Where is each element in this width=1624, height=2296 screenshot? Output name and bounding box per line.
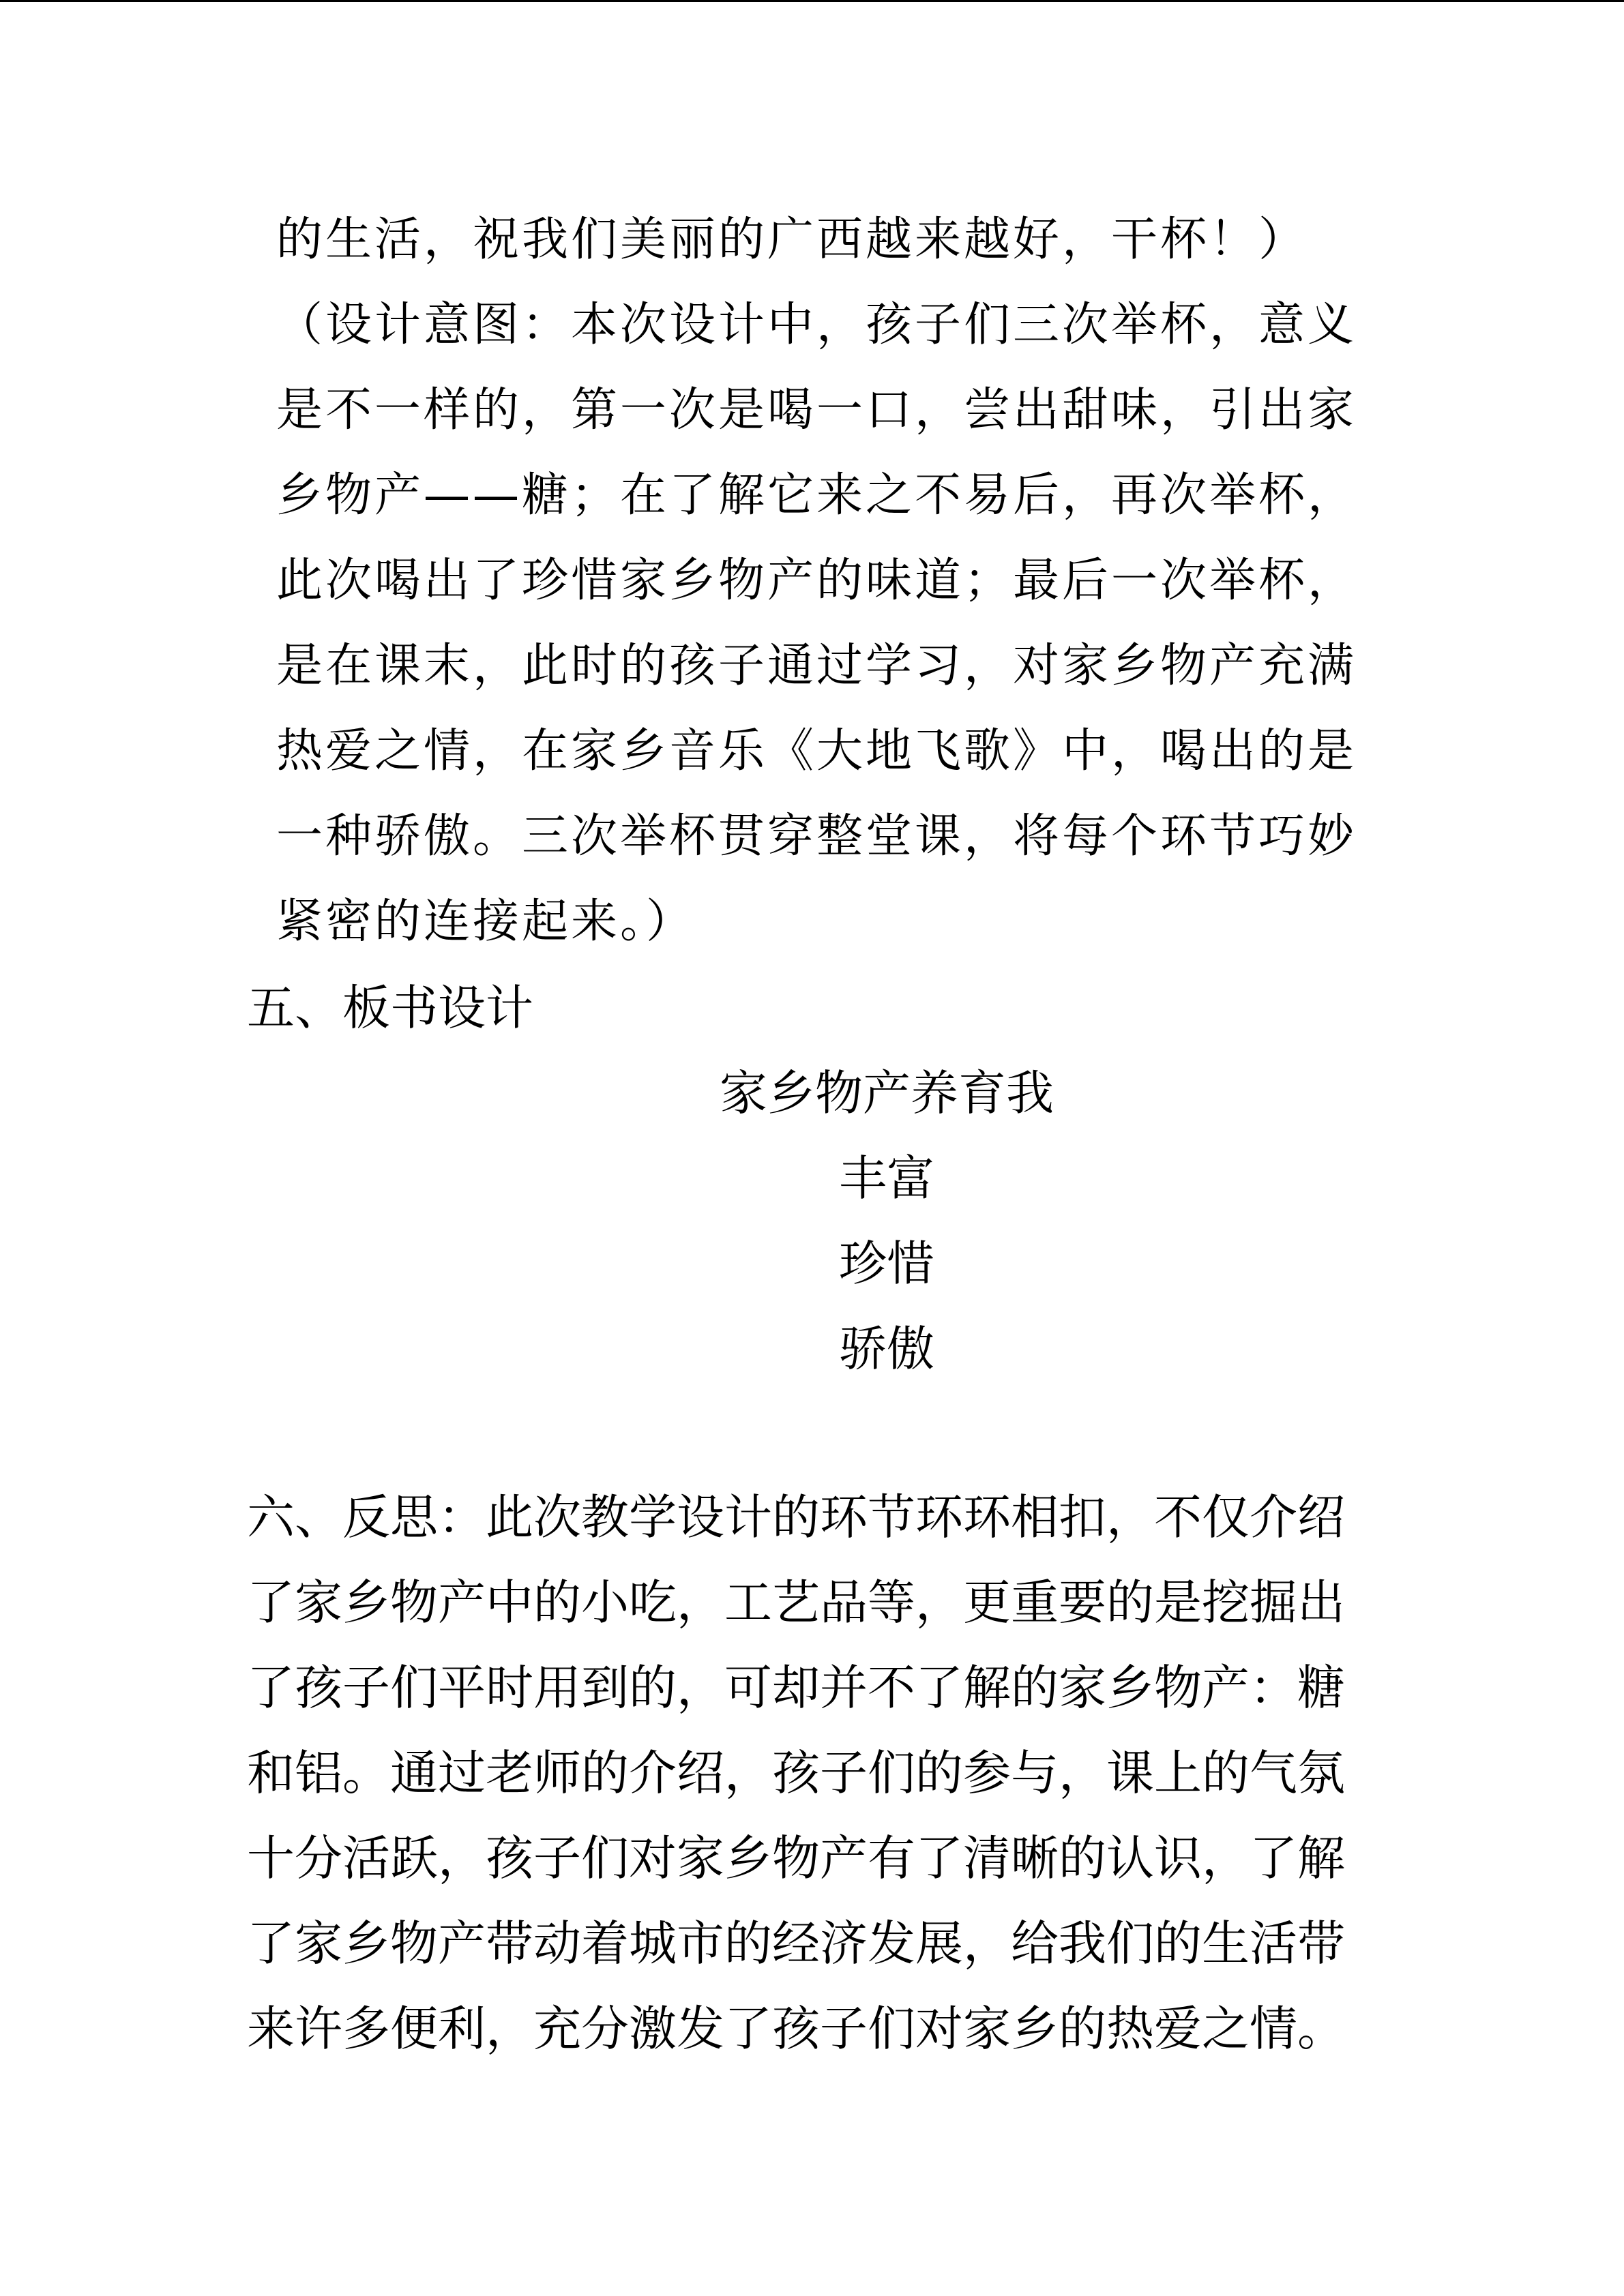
board-item: 珍惜 — [839, 1236, 934, 1292]
paragraph-line: 了家乡物产带动着城市的经济发展，给我们的生活带 — [247, 1915, 1345, 1971]
paragraph-line: 了家乡物产中的小吃，工艺品等，更重要的是挖掘出 — [247, 1575, 1345, 1630]
paragraph-line: 十分活跃，孩子们对家乡物产有了清晰的认识，了解 — [247, 1830, 1345, 1886]
paragraph-line: 紧密的连接起来。） — [276, 895, 696, 949]
section-heading: 五、板书设计 — [247, 980, 533, 1036]
paragraph-line: 是不一样的，第一次是喝一口，尝出甜味，引出家 — [276, 383, 1357, 437]
board-title: 家乡物产养育我 — [720, 1065, 1054, 1121]
paragraph-line: 的生活，祝我们美丽的广西越来越好，干杯！） — [276, 213, 1308, 267]
paragraph-line: 六、反思：此次教学设计的环节环环相扣，不仅介绍 — [247, 1489, 1345, 1545]
paragraph-line: 一种骄傲。三次举杯贯穿整堂课，将每个环节巧妙 — [276, 809, 1357, 863]
paragraph-line: 来许多便利，充分激发了孩子们对家乡的热爱之情。 — [247, 2001, 1345, 2057]
board-item: 骄傲 — [839, 1321, 934, 1377]
paragraph-line: 乡物产——糖；在了解它来之不易后，再次举杯， — [276, 468, 1357, 522]
page-top-border — [0, 0, 1624, 2]
paragraph-line: 热爱之情，在家乡音乐《大地飞歌》中，喝出的是 — [276, 724, 1357, 778]
paragraph-line: 了孩子们平时用到的，可却并不了解的家乡物产：糖 — [247, 1660, 1345, 1716]
paragraph-line: 是在课末，此时的孩子通过学习，对家乡物产充满 — [276, 639, 1357, 693]
paragraph-line: 此次喝出了珍惜家乡物产的味道；最后一次举杯， — [276, 554, 1357, 608]
board-item: 丰富 — [839, 1150, 934, 1206]
paragraph-line: 和铝。通过老师的介绍，孩子们的参与，课上的气氛 — [247, 1745, 1345, 1801]
paragraph-line: （设计意图：本次设计中，孩子们三次举杯，意义 — [276, 298, 1357, 352]
